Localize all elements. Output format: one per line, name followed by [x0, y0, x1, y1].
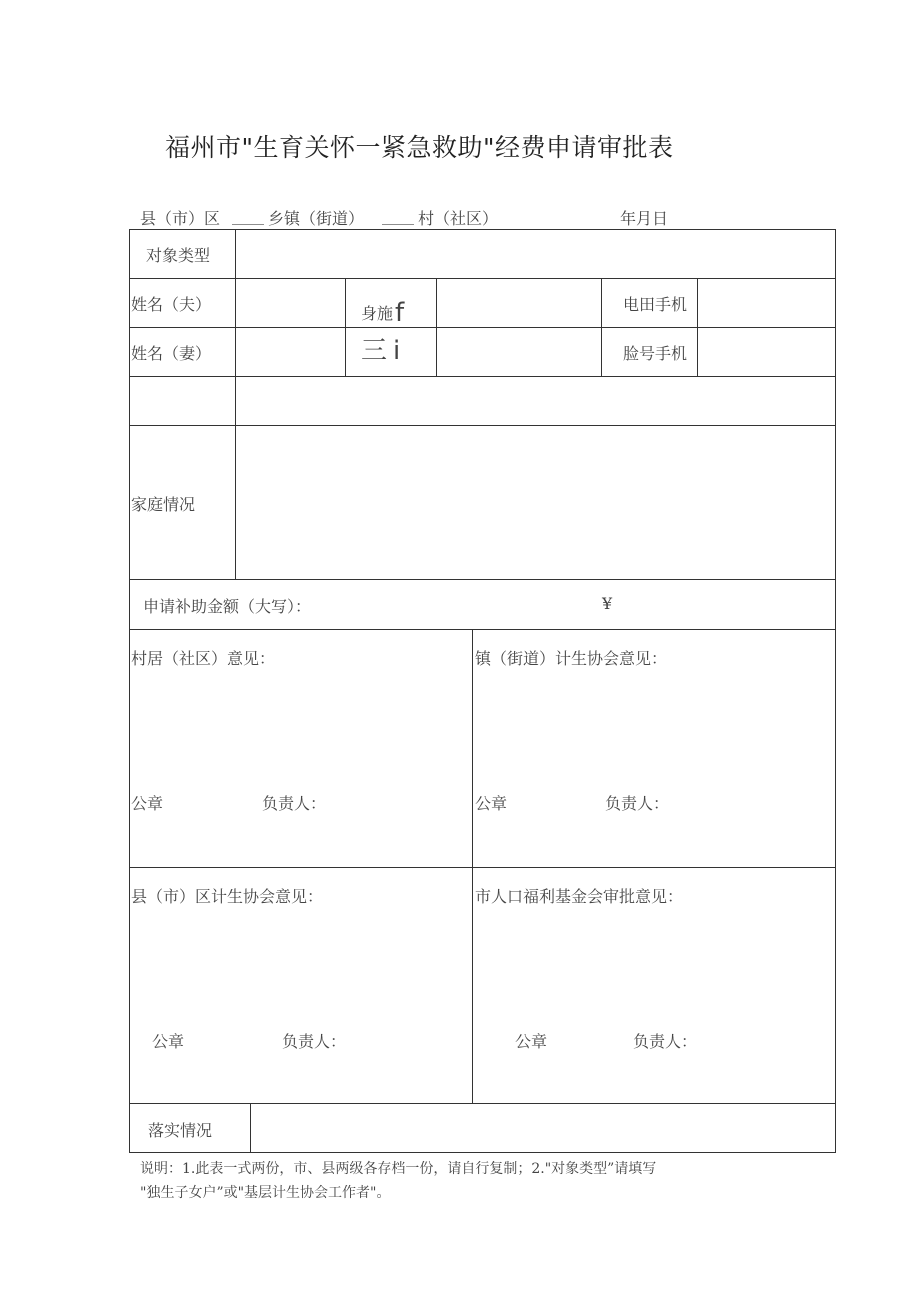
- page-title: 福州市"生育关怀一紧急救助"经费申请审批表: [165, 133, 674, 162]
- county-label: 县（市）区: [140, 209, 221, 228]
- town-opinion-field[interactable]: [475, 670, 833, 780]
- implementation-field[interactable]: [252, 1105, 834, 1151]
- county-opinion-field[interactable]: [131, 908, 471, 1018]
- wife-phone-field[interactable]: [699, 329, 834, 375]
- blank-row-field[interactable]: [237, 378, 834, 424]
- city-opinion-field[interactable]: [475, 908, 833, 1018]
- wife-name-label: 姓名（妻）: [131, 344, 212, 363]
- implementation-label: 落实情况: [148, 1121, 213, 1140]
- currency-symbol: ¥: [602, 594, 613, 613]
- amount-label: 申请补助金额（大写）：: [143, 597, 312, 616]
- family-situation-label: 家庭情况: [131, 495, 196, 514]
- village-seal-label: 公章: [131, 794, 164, 813]
- family-situation-field[interactable]: [237, 427, 834, 578]
- county-seal-label: 公章: [152, 1032, 185, 1051]
- village-opinion-field[interactable]: [131, 670, 471, 780]
- city-opinion-label: 市人口福利基金会审批意见：: [475, 887, 684, 906]
- city-person-label: 负责人：: [633, 1032, 698, 1051]
- town-blank[interactable]: ____: [382, 206, 414, 225]
- id-label-2: 三 i: [361, 336, 401, 366]
- form-notes: [140, 1157, 656, 1205]
- notes-line-2: "独生子女户”或"基层计生协会工作者"。: [140, 1185, 391, 1201]
- id-label-1: 身施f: [361, 298, 405, 328]
- wife-id-field[interactable]: [438, 329, 600, 375]
- village-opinion-label: 村居（社区）意见：: [131, 649, 276, 668]
- target-type-field[interactable]: [237, 231, 834, 277]
- date-label: 年月日: [620, 209, 669, 228]
- city-seal-label: 公章: [515, 1032, 548, 1051]
- town-opinion-label: 镇（街道）计生协会意见：: [475, 649, 668, 668]
- village-person-label: 负责人：: [262, 794, 327, 813]
- husband-name-label: 姓名（夫）: [131, 295, 212, 314]
- town-seal-label: 公章: [475, 794, 508, 813]
- town-person-label: 负责人：: [605, 794, 670, 813]
- county-person-label: 负责人：: [282, 1032, 347, 1051]
- target-type-label: 对象类型: [146, 246, 211, 265]
- village-label: 村（社区）: [418, 209, 499, 228]
- notes-line-1: 说明：1.此表一式两份，市、县两级各存档一份，请自行复制；2."对象类型”请填写: [140, 1161, 657, 1177]
- phone-label-1: 电田手机: [623, 295, 688, 314]
- husband-name-field[interactable]: [237, 280, 344, 326]
- wife-name-field[interactable]: [237, 329, 344, 375]
- county-blank[interactable]: ____: [232, 206, 264, 225]
- county-opinion-label: 县（市）区计生协会意见：: [131, 887, 324, 906]
- phone-label-2: 脸号手机: [623, 344, 688, 363]
- husband-id-field[interactable]: [438, 280, 600, 326]
- town-label: 乡镇（街道）: [268, 209, 365, 228]
- husband-phone-field[interactable]: [699, 280, 834, 326]
